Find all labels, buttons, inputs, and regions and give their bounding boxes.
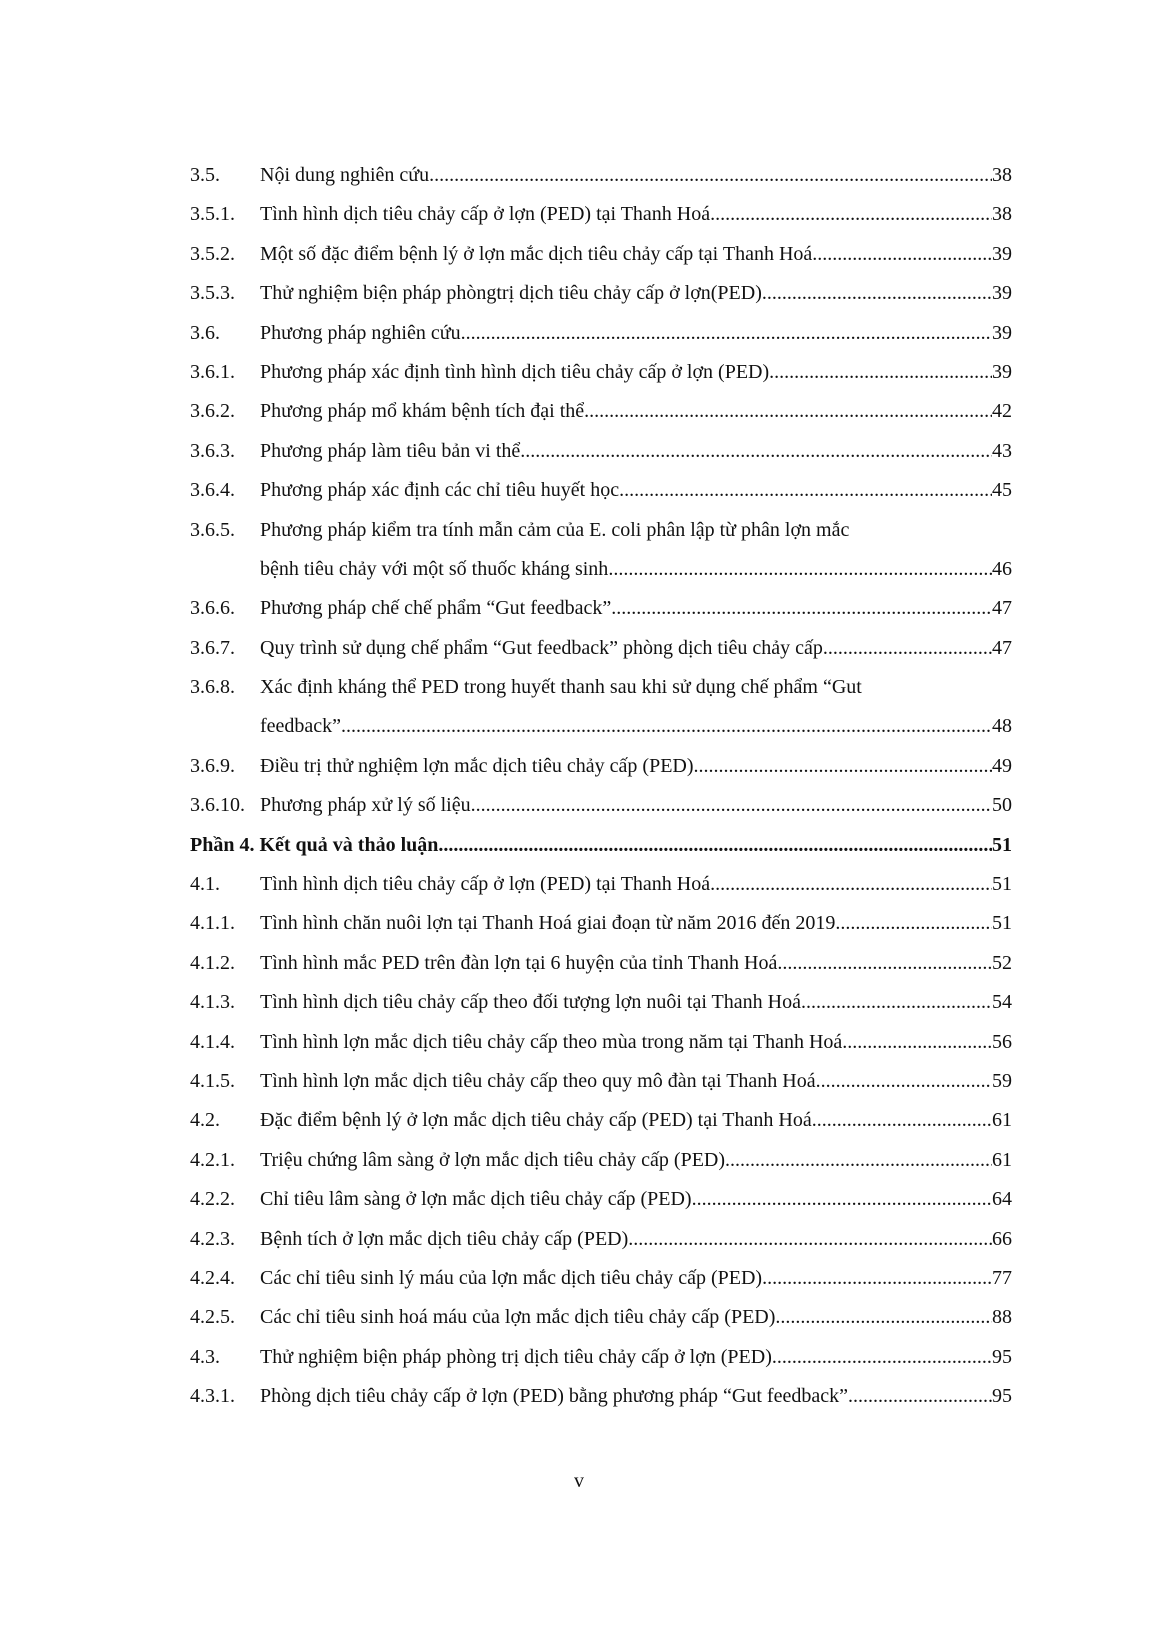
toc-entry-number: 3.6.8. (190, 676, 235, 699)
toc-entry[interactable] (190, 1377, 1012, 1416)
toc-entry-number: 4.1.2. (190, 951, 235, 974)
toc-entry-title: Tình hình dịch tiêu chảy cấp ở lợn (PED) tại Thanh Hoá (260, 873, 711, 896)
toc-entry-page: 47 (992, 636, 1012, 659)
toc-entry-number: 4.2.5. (190, 1306, 235, 1329)
toc-entry-title: feedback” (260, 715, 342, 738)
dot-leader (628, 1220, 992, 1259)
toc-entry[interactable] (190, 983, 1012, 1022)
dot-leader (812, 1101, 992, 1140)
toc-entry[interactable] (190, 747, 1012, 786)
toc-entry[interactable] (190, 156, 1012, 195)
page-number: v (574, 1470, 584, 1492)
toc-entry[interactable] (190, 1338, 1012, 1377)
toc-entry-title: Tình hình chăn nuôi lợn tại Thanh Hoá giai đoạn từ năm 2016 đến 2019 (260, 912, 836, 935)
toc-entry-title: Các chỉ tiêu sinh hoá máu của lợn mắc dịch tiêu chảy cấp (PED) (260, 1306, 776, 1329)
toc-entry-page: 39 (992, 321, 1012, 344)
toc-entry-page: 38 (992, 203, 1012, 226)
toc-entry[interactable] (190, 629, 1012, 668)
toc-entry-number: 3.5.1. (190, 203, 235, 226)
toc-part-heading[interactable] (190, 826, 1012, 865)
toc-entry-title: Đặc điểm bệnh lý ở lợn mắc dịch tiêu chảy cấp (PED) tại Thanh Hoá (260, 1109, 812, 1132)
toc-entry-page: 54 (992, 991, 1012, 1014)
toc-entry-page: 56 (992, 1030, 1012, 1053)
toc-entry-page: 64 (992, 1188, 1012, 1211)
dot-leader (619, 471, 992, 510)
toc-entry[interactable] (190, 904, 1012, 943)
toc-entry-number: 4.2.1. (190, 1148, 235, 1171)
dot-leader (429, 156, 992, 195)
toc-entry-number: 4.2. (190, 1109, 220, 1132)
toc-entry[interactable] (190, 1298, 1012, 1337)
toc-entry-number: 4.3. (190, 1345, 220, 1368)
toc-entry-page: 52 (992, 951, 1012, 974)
dot-leader (611, 589, 992, 628)
dot-leader (341, 707, 992, 746)
toc-entry-number: 3.6. (190, 321, 220, 344)
toc-entry-title: Tình hình lợn mắc dịch tiêu chảy cấp theo quy mô đàn tại Thanh Hoá (260, 1070, 816, 1093)
toc-entry-title: Tình hình dịch tiêu chảy cấp theo đối tượng lợn nuôi tại Thanh Hoá (260, 991, 801, 1014)
toc-entry-page: 95 (992, 1345, 1012, 1368)
toc-entry-page: 66 (992, 1227, 1012, 1250)
dot-leader (842, 1023, 992, 1062)
toc-entry-title: Nội dung nghiên cứu (260, 164, 430, 186)
toc-entry-page: 61 (992, 1109, 1012, 1132)
toc-entry-title: Tình hình dịch tiêu chảy cấp ở lợn (PED) tại Thanh Hoá (260, 203, 711, 226)
toc-entry-title: Tình hình mắc PED trên đàn lợn tại 6 huyện của tỉnh Thanh Hoá (260, 951, 778, 974)
toc-entry-title: Phương pháp làm tiêu bản vi thể (260, 439, 521, 462)
toc-entry[interactable] (190, 865, 1012, 904)
toc-entry-number: 3.6.4. (190, 479, 235, 502)
dot-leader (608, 550, 992, 589)
toc-entry-page: 39 (992, 360, 1012, 383)
toc-entry-page: 42 (992, 400, 1012, 423)
dot-leader (835, 904, 992, 943)
toc-entry-page: 77 (992, 1266, 1012, 1289)
toc-entry-number: 3.6.10. (190, 794, 245, 817)
toc-entry-number: 3.6.1. (190, 360, 235, 383)
toc-entry-page: 51 (992, 873, 1012, 896)
toc-entry-number: 4.1. (190, 873, 220, 896)
dot-leader (725, 1141, 992, 1180)
toc-entry-number: 4.1.4. (190, 1030, 235, 1053)
toc-entry-title: Thử nghiệm biện pháp phòngtrị dịch tiêu chảy cấp ở lợn(PED) (260, 282, 762, 305)
toc-entry-page: 61 (992, 1148, 1012, 1171)
toc-entry-title: Phương pháp xác định các chỉ tiêu huyết học (260, 479, 620, 502)
toc-entry-title: Phương pháp chế chế phẩm “Gut feedback” (260, 597, 612, 620)
toc-entry[interactable] (190, 511, 1012, 590)
dot-leader (816, 1062, 992, 1101)
toc-entry[interactable] (190, 235, 1012, 274)
toc-entry[interactable] (190, 1259, 1012, 1298)
toc-part-title: Phần 4. Kết quả và thảo luận (190, 833, 439, 856)
dot-leader (461, 314, 992, 353)
dot-leader (471, 786, 992, 825)
toc-entry-page: 48 (992, 715, 1012, 738)
toc-entry-number: 4.3.1. (190, 1385, 235, 1408)
toc-entry[interactable] (190, 1101, 1012, 1140)
toc-entry-title: Tình hình lợn mắc dịch tiêu chảy cấp theo mùa trong năm tại Thanh Hoá (260, 1030, 843, 1053)
toc-entry-title: Triệu chứng lâm sàng ở lợn mắc dịch tiêu chảy cấp (PED) (260, 1148, 726, 1171)
dot-leader (812, 235, 992, 274)
toc-part-page: 51 (992, 833, 1012, 856)
toc-entry-number: 3.6.2. (190, 400, 235, 423)
toc-entry-title: Phương pháp nghiên cứu (260, 321, 461, 344)
toc-entry-page: 39 (992, 282, 1012, 305)
toc-entry-title: Chỉ tiêu lâm sàng ở lợn mắc dịch tiêu chảy cấp (PED) (260, 1188, 692, 1211)
toc-entry[interactable] (190, 353, 1012, 392)
dot-leader (762, 1259, 992, 1298)
toc-entry[interactable] (190, 471, 1012, 510)
toc-entry-number: 3.5.3. (190, 282, 235, 305)
dot-leader (438, 826, 992, 865)
toc-entry[interactable] (190, 392, 1012, 431)
toc-entry-title: Các chỉ tiêu sinh lý máu của lợn mắc dịch tiêu chảy cấp (PED) (260, 1266, 763, 1289)
toc-entry-page: 39 (992, 242, 1012, 265)
toc-entry-number: 4.2.3. (190, 1227, 235, 1250)
toc-entry-title: bệnh tiêu chảy với một số thuốc kháng sinh (260, 557, 609, 580)
toc-entry[interactable] (190, 195, 1012, 234)
toc-entry-number: 4.2.2. (190, 1188, 235, 1211)
toc-entry-page: 51 (992, 912, 1012, 935)
dot-leader (848, 1377, 992, 1416)
toc-entry-title: Phòng dịch tiêu chảy cấp ở lợn (PED) bằng phương pháp “Gut feedback” (260, 1385, 848, 1408)
toc-entry-title: Một số đặc điểm bệnh lý ở lợn mắc dịch tiêu chảy cấp tại Thanh Hoá (260, 242, 813, 265)
toc-entry-number: 3.6.5. (190, 518, 235, 541)
dot-leader (710, 865, 992, 904)
toc-entry-page: 59 (992, 1070, 1012, 1093)
toc-entry-page: 50 (992, 794, 1012, 817)
dot-leader (777, 944, 992, 983)
dot-leader (584, 392, 992, 431)
toc-entry[interactable] (190, 944, 1012, 983)
dot-leader (692, 1180, 992, 1219)
toc-entry[interactable] (190, 786, 1012, 825)
toc-entry-title-line1: Phương pháp kiểm tra tính mẫn cảm của E. coli phân lập từ phân lợn mắc (260, 518, 850, 541)
toc-entry-title: Phương pháp xác định tình hình dịch tiêu chảy cấp ở lợn (PED) (260, 360, 770, 383)
dot-leader (710, 195, 992, 234)
toc-entry-number: 3.6.6. (190, 597, 235, 620)
toc-entry-number: 4.1.3. (190, 991, 235, 1014)
toc-entry[interactable] (190, 432, 1012, 471)
toc-entry-title: Quy trình sử dụng chế phẩm “Gut feedback” phòng dịch tiêu chảy cấp (260, 636, 823, 659)
toc-entry-number: 4.1.1. (190, 912, 235, 935)
dot-leader (823, 629, 992, 668)
toc-entry-page: 38 (992, 164, 1012, 186)
dot-leader (769, 353, 992, 392)
dot-leader (762, 274, 992, 313)
toc-entry-title: Phương pháp mổ khám bệnh tích đại thể (260, 400, 585, 423)
toc-entry-page: 43 (992, 439, 1012, 462)
toc-entry-title: Điều trị thử nghiệm lợn mắc dịch tiêu chảy cấp (PED) (260, 754, 694, 777)
toc-entry-title: Phương pháp xử lý số liệu (260, 794, 471, 817)
toc-entry-title: Thử nghiệm biện pháp phòng trị dịch tiêu chảy cấp ở lợn (PED) (260, 1345, 772, 1368)
toc-entry[interactable] (190, 1220, 1012, 1259)
table-of-contents (190, 156, 1012, 1417)
toc-entry-page: 46 (992, 557, 1012, 580)
toc-entry-number: 3.5. (190, 164, 220, 186)
toc-entry-page: 49 (992, 754, 1012, 777)
toc-entry-number: 3.6.7. (190, 636, 235, 659)
toc-entry-page: 88 (992, 1306, 1012, 1329)
toc-entry[interactable] (190, 314, 1012, 353)
toc-entry-number: 4.1.5. (190, 1070, 235, 1093)
toc-entry-number: 3.6.3. (190, 439, 235, 462)
toc-entry[interactable] (190, 668, 1012, 747)
toc-entry[interactable] (190, 589, 1012, 628)
dot-leader (801, 983, 992, 1022)
dot-leader (694, 747, 992, 786)
toc-entry[interactable] (190, 274, 1012, 313)
toc-entry[interactable] (190, 1141, 1012, 1180)
toc-entry-title: Bệnh tích ở lợn mắc dịch tiêu chảy cấp (PED) (260, 1227, 629, 1250)
toc-entry-page: 45 (992, 479, 1012, 502)
toc-entry[interactable] (190, 1062, 1012, 1101)
toc-entry[interactable] (190, 1023, 1012, 1062)
dot-leader (772, 1338, 992, 1377)
toc-entry[interactable] (190, 1180, 1012, 1219)
toc-entry-page: 47 (992, 597, 1012, 620)
toc-entry-title-line1: Xác định kháng thể PED trong huyết thanh sau khi sử dụng chế phẩm “Gut (260, 676, 862, 699)
dot-leader (520, 432, 992, 471)
dot-leader (775, 1298, 992, 1337)
toc-entry-number: 3.5.2. (190, 242, 235, 265)
toc-entry-page: 95 (992, 1385, 1012, 1408)
toc-entry-number: 4.2.4. (190, 1266, 235, 1289)
toc-entry-number: 3.6.9. (190, 754, 235, 777)
